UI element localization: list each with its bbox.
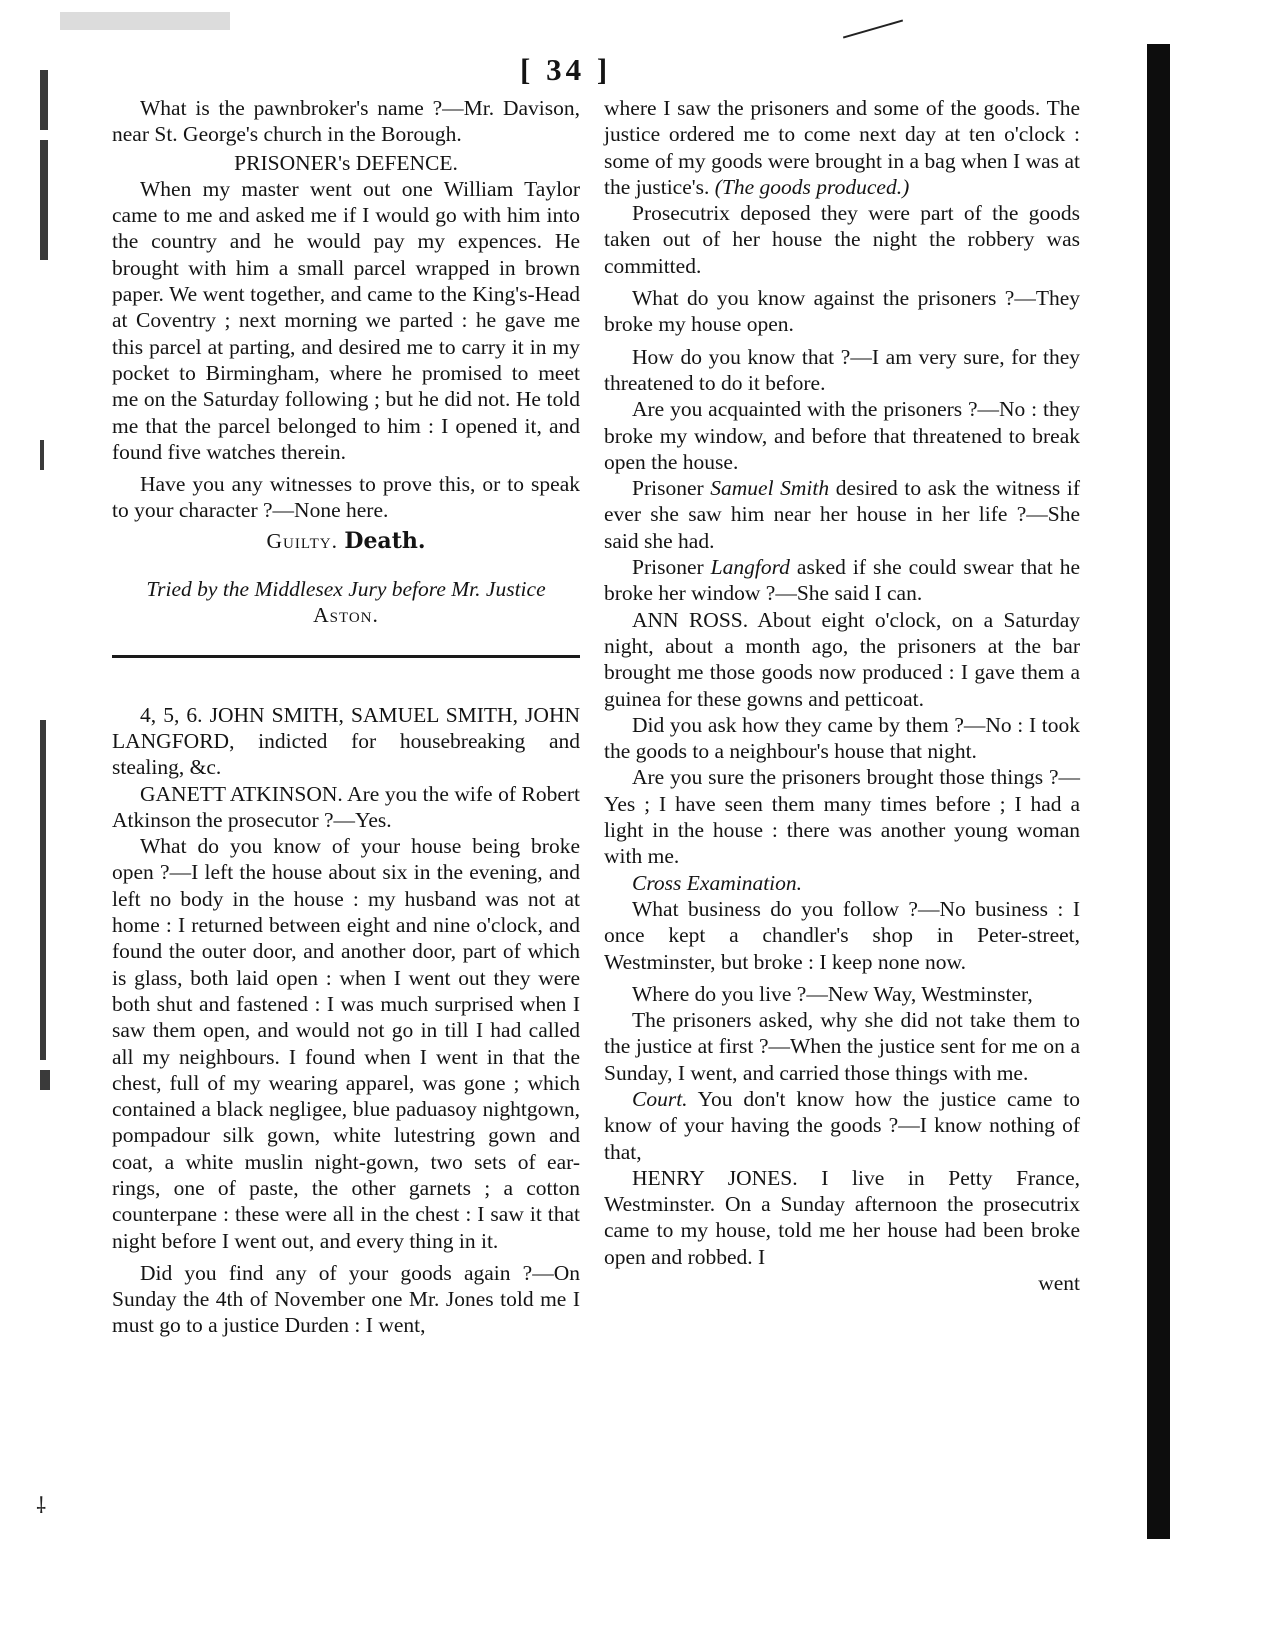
case-heading: 4, 5, 6. JOHN SMITH, SAMUEL SMITH, JOHN LANGFORD, indicted for housebreaking and stealing, &c. (112, 702, 580, 780)
justice-name: Aston. (313, 603, 379, 628)
binding-mark (40, 70, 48, 130)
stage-note: (The goods produced.) (714, 174, 910, 199)
paragraph: Have you any witnesses to prove this, or to speak to your character ?—None here. (112, 472, 580, 523)
person-name: Samuel Smith (710, 476, 830, 501)
section-divider (112, 655, 580, 658)
right-column (604, 95, 1080, 1296)
person-name: Langford (710, 555, 790, 580)
paragraph: GANETT ATKINSON. Are you the wife of Robert Atkinson the prosecutor ?—Yes. (112, 781, 580, 832)
page-number: [ 34 ] (520, 52, 612, 87)
catchword: went (1038, 1271, 1080, 1296)
binding-mark (40, 140, 48, 260)
paragraph: where I saw the prisoners and some of the goods. The justice ordered me to come next day at ten o'clock : some of my goods were brought in a bag when I was at the justice's. (The goods produced.) (604, 96, 1080, 199)
paragraph: How do you know that ?—I am very sure, for they threatened to do it before. (604, 344, 1080, 395)
paragraph: Are you sure the prisoners brought those things ?—Yes ; I have seen them many times before ; I had a light in the house : there was another young woman with me. (604, 765, 1080, 869)
verdict-guilty: Guilty. (266, 528, 338, 553)
paragraph: Court. You don't know how the justice came to know of your having the goods ?—I know nothing of that, (604, 1086, 1080, 1164)
pen-stroke-mark (843, 19, 903, 38)
paragraph: What do you know of your house being broke open ?—I left the house about six in the evening, and left no body in the house : my husband was not at home : I returned between eight and nine o'clock, and found the outer door, and another door, part of which is glass, both laid open : when I went out they were both shut and fastened : I was much surprised when I saw them open, and would not go in till I had called all my neighbours. I found when I went in that the chest, full of my wearing apparel, was gone ; which contained a black negligee, blue paduasoy nightgown, pompadour silk gown, white lutestring gown and coat, a white muslin night-gown, two sets of ear-rings, one of paste, the other garnets ; a cotton counterpane : these were all in the chest : I saw it that night before I went out, and every thing in it. (112, 834, 580, 1253)
binding-mark (40, 720, 46, 1060)
paragraph: Are you acquainted with the prisoners ?—No : they broke my window, and before that threatened to break open the house. (604, 397, 1080, 474)
paragraph: Did you ask how they came by them ?—No : I took the goods to a neighbour's house that night. (604, 712, 1080, 764)
paragraph: Prisoner Samuel Smith desired to ask the witness if ever she saw him near her house in her life ?—She said she had. (604, 476, 1081, 553)
verdict-sentence: Death. (344, 527, 426, 554)
paragraph: When my master went out one William Taylor came to me and asked me if I would go with him into the country and he would pay my expences. He brought with him a small parcel wrapped in brown paper. We went together, and came to the King's-Head at Coventry ; next morning we parted : he gave me this parcel at parting, and desired me to carry it in my pocket to Birmingham, where he promised to meet me on the Saturday following ; but he did not. He told me that the parcel belonged to him : I opened it, and found five watches therein. (112, 176, 580, 464)
paragraph: Prisoner Langford asked if she could swear that he broke her window ?—She said I can. (604, 555, 1081, 606)
paragraph: Prosecutrix deposed they were part of the goods taken out of her house the night the robbery was committed. (604, 201, 1080, 278)
binding-mark (40, 440, 44, 470)
section-heading: Cross Examination. (632, 870, 803, 895)
paragraph: The prisoners asked, why she did not take them to the justice at first ?—When the justice sent for me on a Sunday, I went, and carried those things with me. (604, 1008, 1080, 1085)
paragraph: Did you find any of your goods again ?—On Sunday the 4th of November one Mr. Jones told me I must go to a justice Durden : I went, (112, 1260, 580, 1338)
corner-mark: ⸸ (36, 1493, 47, 1518)
binding-mark (40, 1070, 50, 1090)
speaker-label: Court. (632, 1086, 688, 1111)
tried-by-line: Tried by the Middlesex Jury before Mr. Justice (146, 577, 546, 602)
paragraph: What do you know against the prisoners ?—They broke my house open. (604, 286, 1080, 337)
paragraph: HENRY JONES. I live in Petty France, Westminster. On a Sunday afternoon the prosecutrix came to my house, told me her house had been broke open and robbed. I (604, 1165, 1080, 1269)
verdict (112, 528, 580, 554)
paper-stain (60, 12, 230, 30)
page-edge-shadow (1147, 44, 1170, 1539)
paragraph: What business do you follow ?—No business : I once kept a chandler's shop in Peter-street, Westminster, but broke : I keep none now. (604, 896, 1080, 974)
paragraph: What is the pawnbroker's name ?—Mr. Davison, near St. George's church in the Borough. (112, 96, 580, 147)
left-column (112, 95, 580, 1339)
paragraph: Where do you live ?—New Way, Westminster, (632, 981, 1033, 1006)
paragraph: ANN ROSS. About eight o'clock, on a Saturday night, about a month ago, the prisoners at the bar brought me those goods now produced : I gave them a guinea for these gowns and petticoat. (604, 607, 1080, 711)
section-heading: PRISONER's DEFENCE. (234, 150, 458, 175)
